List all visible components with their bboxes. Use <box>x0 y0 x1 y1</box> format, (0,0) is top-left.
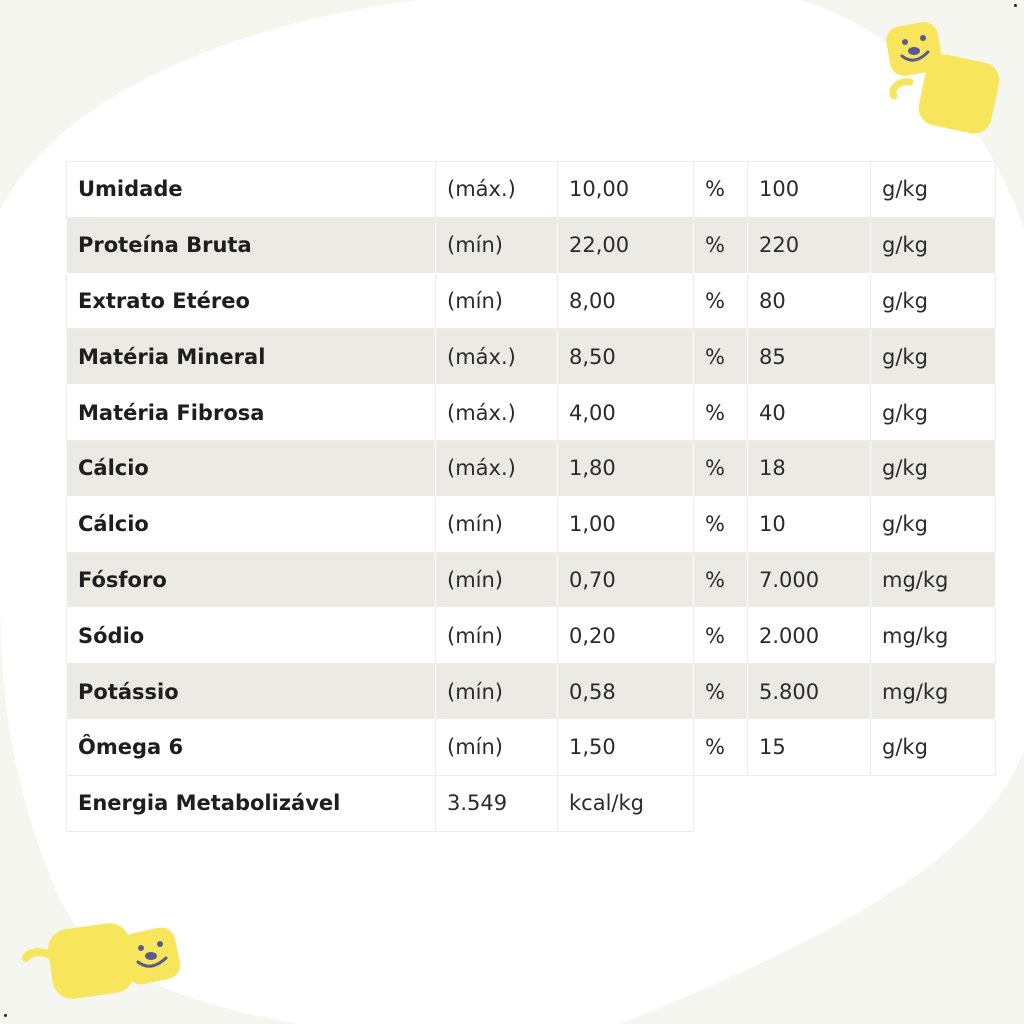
row-amount: 7.000 <box>748 552 871 608</box>
row-name: Ômega 6 <box>67 719 436 775</box>
corner-dot <box>1014 4 1017 7</box>
table-row <box>67 273 996 329</box>
row-amount-unit: g/kg <box>871 329 996 385</box>
row-qualifier: (máx.) <box>436 385 558 441</box>
row-qualifier: (máx.) <box>436 162 558 218</box>
row-percent-unit: % <box>694 608 748 664</box>
row-value: 22,00 <box>558 217 694 273</box>
row-percent-unit: % <box>694 385 748 441</box>
row-qualifier: (máx.) <box>436 329 558 385</box>
row-value: 10,00 <box>558 162 694 218</box>
table-row <box>67 440 996 496</box>
row-qualifier: (mín) <box>436 719 558 775</box>
row-amount: 100 <box>748 162 871 218</box>
energy-unit: kcal/kg <box>558 775 694 831</box>
row-percent-unit: % <box>694 719 748 775</box>
energy-label: Energia Metabolizável <box>67 775 436 831</box>
row-value: 4,00 <box>558 385 694 441</box>
row-name: Matéria Mineral <box>67 329 436 385</box>
row-amount: 18 <box>748 440 871 496</box>
row-amount: 85 <box>748 329 871 385</box>
row-name: Fósforo <box>67 552 436 608</box>
row-amount-unit: g/kg <box>871 496 996 552</box>
row-amount-unit: g/kg <box>871 273 996 329</box>
row-value: 8,50 <box>558 329 694 385</box>
row-amount-unit: g/kg <box>871 719 996 775</box>
row-amount: 220 <box>748 217 871 273</box>
row-amount: 10 <box>748 496 871 552</box>
row-amount-unit: mg/kg <box>871 664 996 720</box>
row-percent-unit: % <box>694 440 748 496</box>
row-percent-unit: % <box>694 162 748 218</box>
table-row <box>67 608 996 664</box>
table-row <box>67 719 996 775</box>
row-name: Extrato Etéreo <box>67 273 436 329</box>
row-percent-unit: % <box>694 273 748 329</box>
row-name: Sódio <box>67 608 436 664</box>
energy-value: 3.549 <box>436 775 558 831</box>
row-amount-unit: mg/kg <box>871 552 996 608</box>
table-row <box>67 496 996 552</box>
row-percent-unit: % <box>694 496 748 552</box>
row-percent-unit: % <box>694 217 748 273</box>
table-row <box>67 217 996 273</box>
table-row <box>67 664 996 720</box>
row-name: Cálcio <box>67 496 436 552</box>
row-qualifier: (mín) <box>436 496 558 552</box>
row-amount-unit: g/kg <box>871 440 996 496</box>
row-value: 1,00 <box>558 496 694 552</box>
row-amount: 5.800 <box>748 664 871 720</box>
row-name: Umidade <box>67 162 436 218</box>
table-row <box>67 329 996 385</box>
row-amount-unit: g/kg <box>871 385 996 441</box>
row-name: Matéria Fibrosa <box>67 385 436 441</box>
row-amount-unit: g/kg <box>871 217 996 273</box>
row-name: Proteína Bruta <box>67 217 436 273</box>
row-qualifier: (mín) <box>436 608 558 664</box>
row-percent-unit: % <box>694 552 748 608</box>
corner-dot <box>4 1014 7 1017</box>
row-qualifier: (mín) <box>436 217 558 273</box>
row-value: 1,80 <box>558 440 694 496</box>
row-value: 0,20 <box>558 608 694 664</box>
dog-mascot-icon <box>20 918 185 1002</box>
table-row <box>67 162 996 218</box>
row-value: 8,00 <box>558 273 694 329</box>
row-qualifier: (mín) <box>436 552 558 608</box>
empty-cell <box>694 775 996 831</box>
row-amount: 40 <box>748 385 871 441</box>
row-percent-unit: % <box>694 329 748 385</box>
row-amount-unit: mg/kg <box>871 608 996 664</box>
table-row <box>67 552 996 608</box>
row-qualifier: (mín) <box>436 273 558 329</box>
row-qualifier: (mín) <box>436 664 558 720</box>
row-value: 0,58 <box>558 664 694 720</box>
dog-mascot-icon <box>880 20 1005 138</box>
row-amount: 80 <box>748 273 871 329</box>
row-amount-unit: g/kg <box>871 162 996 218</box>
row-value: 1,50 <box>558 719 694 775</box>
nutrition-table <box>66 161 996 832</box>
table-row-energy <box>67 775 996 831</box>
table-row <box>67 385 996 441</box>
row-name: Potássio <box>67 664 436 720</box>
row-amount: 2.000 <box>748 608 871 664</box>
row-percent-unit: % <box>694 664 748 720</box>
row-value: 0,70 <box>558 552 694 608</box>
row-name: Cálcio <box>67 440 436 496</box>
row-amount: 15 <box>748 719 871 775</box>
row-qualifier: (máx.) <box>436 440 558 496</box>
